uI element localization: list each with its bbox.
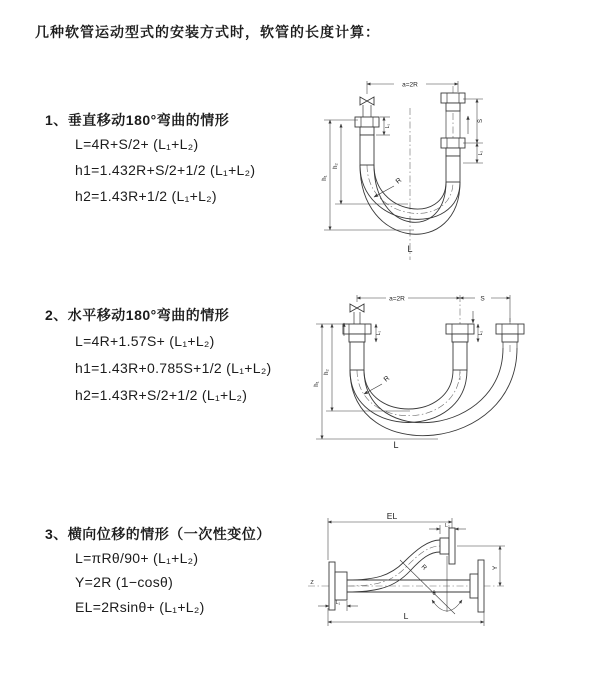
dim-label-l2: L₂: [478, 330, 484, 336]
flange: [343, 324, 371, 334]
formula-s3-y: Y=2R (1−cosθ): [75, 574, 174, 590]
diagram-vertical-180: [310, 70, 600, 270]
dim-label-l2: L₂: [445, 523, 450, 529]
flange: [441, 93, 465, 103]
braid-section: [453, 342, 467, 370]
dim-label-h2: h₂: [333, 163, 339, 169]
diagram-lateral-displacement: [300, 500, 600, 652]
valve-icon: [350, 304, 364, 312]
dim-label-h2: h₂: [324, 369, 330, 375]
dim-label-l2: L₂: [478, 150, 484, 156]
dim-label-s: S: [480, 295, 485, 303]
hose-wall: [347, 540, 440, 580]
dim-label-a2r: a=2R: [402, 81, 418, 89]
dim-label-a2r: a=2R: [389, 295, 405, 303]
formula-s2-h1: h1=1.43R+0.785S+1/2 (L₁+L₂): [75, 360, 272, 376]
length-label: L: [407, 244, 413, 254]
radius-label: R: [394, 176, 404, 186]
dim-label-y: Y: [492, 565, 499, 571]
section-1-heading: 1、垂直移动180°弯曲的情形: [45, 112, 230, 128]
dim-label-s: S: [478, 118, 484, 124]
radius-label: R: [419, 563, 428, 572]
flange: [441, 138, 465, 148]
flange: [496, 324, 524, 334]
dim-label-l1: L₁: [376, 330, 382, 336]
dim-label-l1: L₁: [335, 600, 341, 606]
braid-section: [446, 156, 460, 182]
angle-label: θ: [432, 591, 436, 597]
flange: [478, 560, 484, 612]
formula-s1-l: L=4R+S/2+ (L₁+L₂): [75, 136, 199, 152]
length-label: L: [403, 611, 409, 621]
length-label: L: [393, 440, 399, 450]
dim-label-l1: L₁: [385, 123, 391, 129]
diagram-horizontal-180: [310, 282, 600, 454]
formula-s1-h2: h2=1.43R+1/2 (L₁+L₂): [75, 188, 217, 204]
section-3-heading: 3、横向位移的情形（一次性变位）: [45, 526, 271, 542]
formula-s3-el: EL=2Rsinθ+ (L₁+L₂): [75, 599, 205, 615]
flange: [449, 528, 455, 564]
dim-label-h1: h₁: [314, 381, 320, 387]
flange: [446, 324, 474, 334]
radius-label: R: [382, 374, 392, 384]
dim-label-el: EL: [386, 511, 398, 521]
formula-s3-l: L=πRθ/90+ (L₁+L₂): [75, 550, 199, 566]
axis-label: Z: [310, 580, 314, 586]
hose-wall: [364, 348, 503, 423]
flange: [329, 562, 335, 610]
valve-icon: [360, 97, 374, 105]
formula-s2-h2: h2=1.43R+S/2+1/2 (L₁+L₂): [75, 387, 248, 403]
formula-s2-l: L=4R+1.57S+ (L₁+L₂): [75, 333, 215, 349]
braid-section: [360, 135, 374, 165]
hose-wall: [364, 370, 453, 409]
flange: [355, 117, 379, 127]
hose-wall: [350, 348, 517, 436]
hose-wall: [350, 370, 467, 423]
section-2-heading: 2、水平移动180°弯曲的情形: [45, 307, 230, 323]
page-title: 几种软管运动型式的安装方式时，软管的长度计算：: [35, 24, 380, 40]
braid-section: [350, 342, 364, 370]
dim-label-h1: h₁: [322, 175, 328, 181]
formula-s1-h1: h1=1.432R+S/2+1/2 (L₁+L₂): [75, 162, 256, 178]
